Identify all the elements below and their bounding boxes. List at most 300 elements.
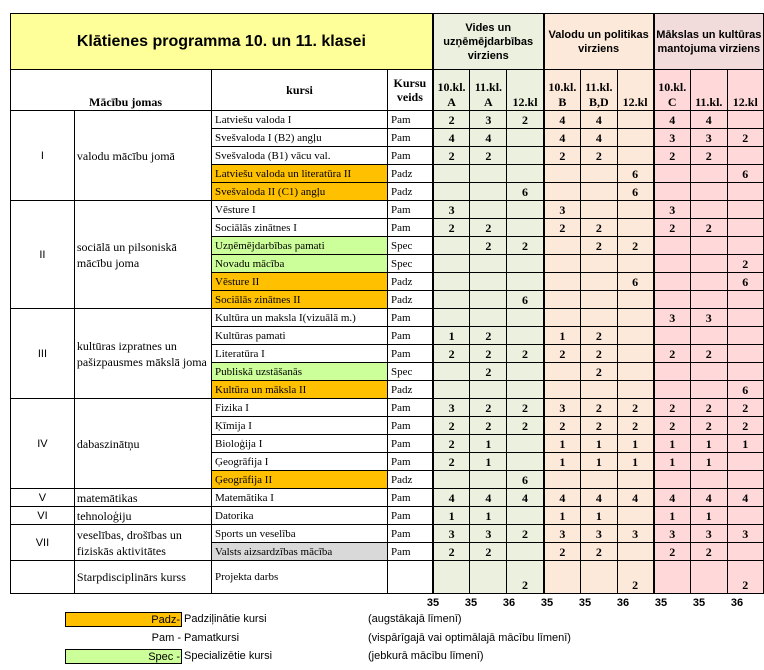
hours-cell bbox=[507, 435, 544, 453]
hours-cell: 2 bbox=[581, 327, 618, 345]
hours-cell: 1 bbox=[470, 507, 507, 525]
course-name: Ģeogrāfija II bbox=[212, 471, 388, 489]
hours-cell: 1 bbox=[690, 435, 727, 453]
legend-key: Pam - bbox=[65, 631, 182, 646]
hours-cell: 2 bbox=[470, 237, 507, 255]
hours-cell bbox=[544, 561, 581, 594]
course-type bbox=[388, 561, 433, 594]
hours-cell bbox=[470, 561, 507, 594]
hours-cell: 2 bbox=[433, 435, 470, 453]
hours-cell bbox=[727, 183, 763, 201]
hours-cell: 6 bbox=[727, 165, 763, 183]
hours-cell: 2 bbox=[581, 363, 618, 381]
hours-cell bbox=[690, 201, 727, 219]
area-name: matemātikas bbox=[74, 489, 211, 507]
column-header: 11.kl. bbox=[690, 70, 727, 111]
hours-cell: 4 bbox=[544, 111, 581, 129]
course-type: Pam bbox=[388, 111, 433, 129]
hours-cell: 1 bbox=[470, 453, 507, 471]
course-type: Pam bbox=[388, 417, 433, 435]
area-name: sociālā un pilsoniskā mācību joma bbox=[74, 201, 211, 309]
hours-cell bbox=[544, 255, 581, 273]
table-row bbox=[11, 507, 764, 525]
course-name: Bioloģija I bbox=[212, 435, 388, 453]
hours-cell: 2 bbox=[581, 237, 618, 255]
hours-cell: 2 bbox=[470, 147, 507, 165]
hours-cell bbox=[433, 255, 470, 273]
course-name: Latviešu valoda I bbox=[212, 111, 388, 129]
hours-cell bbox=[727, 237, 763, 255]
hours-cell: 4 bbox=[544, 489, 581, 507]
course-name: Fizika I bbox=[212, 399, 388, 417]
hours-cell bbox=[727, 327, 763, 345]
hours-cell bbox=[544, 165, 581, 183]
hours-cell bbox=[617, 363, 653, 381]
hours-cell bbox=[544, 237, 581, 255]
course-type: Pam bbox=[388, 147, 433, 165]
hours-cell: 2 bbox=[507, 237, 544, 255]
course-type: Spec bbox=[388, 237, 433, 255]
hours-cell bbox=[727, 309, 763, 327]
hours-cell bbox=[727, 219, 763, 237]
hours-cell: 3 bbox=[654, 525, 691, 543]
column-header: 11.kl. B,D bbox=[581, 70, 618, 111]
hours-cell: 2 bbox=[690, 219, 727, 237]
course-type: Pam bbox=[388, 129, 433, 147]
hours-cell: 4 bbox=[470, 489, 507, 507]
hours-cell bbox=[617, 381, 653, 399]
direction-header: Mākslas un kultūras mantojuma virziens bbox=[654, 14, 764, 70]
hours-cell bbox=[727, 291, 763, 309]
hours-cell bbox=[470, 255, 507, 273]
legend-label: Padziļinātie kursi bbox=[184, 613, 267, 625]
hours-cell bbox=[581, 309, 618, 327]
hours-cell: 2 bbox=[617, 399, 653, 417]
area-name: Starpdisciplinārs kurss bbox=[74, 561, 211, 594]
hours-cell: 3 bbox=[617, 525, 653, 543]
hours-cell bbox=[433, 471, 470, 489]
area-number bbox=[11, 561, 75, 594]
hours-cell bbox=[690, 561, 727, 594]
hours-cell bbox=[470, 381, 507, 399]
hours-cell: 2 bbox=[544, 345, 581, 363]
course-name: Novadu mācība bbox=[212, 255, 388, 273]
hours-cell: 1 bbox=[654, 507, 691, 525]
hours-cell bbox=[433, 363, 470, 381]
legend-description: (augstākajā līmenī) bbox=[368, 613, 462, 625]
course-type: Padz bbox=[388, 291, 433, 309]
hours-cell: 6 bbox=[507, 471, 544, 489]
hours-cell: 2 bbox=[433, 417, 470, 435]
hours-cell bbox=[654, 165, 691, 183]
hours-cell bbox=[544, 273, 581, 291]
area-header: Mācību jomas bbox=[11, 70, 212, 111]
hours-cell bbox=[690, 471, 727, 489]
course-type: Pam bbox=[388, 309, 433, 327]
hours-cell: 2 bbox=[581, 219, 618, 237]
hours-cell: 2 bbox=[433, 543, 470, 561]
hours-cell bbox=[507, 363, 544, 381]
hours-cell: 4 bbox=[690, 489, 727, 507]
hours-cell: 3 bbox=[654, 129, 691, 147]
course-type: Pam bbox=[388, 453, 433, 471]
hours-cell: 1 bbox=[544, 507, 581, 525]
course-type: Pam bbox=[388, 525, 433, 543]
table-row bbox=[11, 111, 764, 129]
hours-cell bbox=[654, 183, 691, 201]
hours-cell bbox=[727, 201, 763, 219]
total-hours: 35 bbox=[464, 597, 478, 609]
column-header: 10.kl. C bbox=[654, 70, 691, 111]
hours-cell: 2 bbox=[433, 453, 470, 471]
table-row bbox=[11, 309, 764, 327]
hours-cell: 4 bbox=[654, 489, 691, 507]
hours-cell bbox=[690, 327, 727, 345]
hours-cell bbox=[507, 129, 544, 147]
table-row bbox=[11, 201, 764, 219]
course-type: Padz bbox=[388, 183, 433, 201]
column-header: 12.kl bbox=[727, 70, 763, 111]
hours-cell bbox=[654, 255, 691, 273]
total-hours: 35 bbox=[654, 597, 668, 609]
hours-cell bbox=[433, 165, 470, 183]
hours-cell: 3 bbox=[654, 201, 691, 219]
course-name: Sociālās zinātnes II bbox=[212, 291, 388, 309]
hours-cell: 3 bbox=[544, 525, 581, 543]
hours-cell bbox=[617, 345, 653, 363]
hours-cell bbox=[617, 111, 653, 129]
area-number: VI bbox=[11, 507, 75, 525]
hours-cell: 2 bbox=[654, 543, 691, 561]
hours-cell: 2 bbox=[507, 399, 544, 417]
hours-cell: 1 bbox=[654, 435, 691, 453]
hours-cell bbox=[617, 147, 653, 165]
hours-cell: 2 bbox=[617, 417, 653, 435]
hours-cell: 4 bbox=[654, 111, 691, 129]
hours-cell: 2 bbox=[727, 129, 763, 147]
hours-cell: 3 bbox=[581, 525, 618, 543]
legend-label: Pamatkursi bbox=[184, 632, 240, 644]
hours-cell bbox=[507, 327, 544, 345]
hours-cell bbox=[581, 255, 618, 273]
hours-cell: 4 bbox=[507, 489, 544, 507]
hours-cell bbox=[470, 309, 507, 327]
legend-key: Padz- bbox=[65, 612, 182, 627]
hours-cell bbox=[690, 273, 727, 291]
course-name: Sociālās zinātnes I bbox=[212, 219, 388, 237]
course-name: Kultūra un maksla I(vizuālā m.) bbox=[212, 309, 388, 327]
hours-cell: 1 bbox=[581, 435, 618, 453]
hours-cell bbox=[544, 471, 581, 489]
hours-cell: 1 bbox=[654, 453, 691, 471]
hours-cell: 2 bbox=[581, 543, 618, 561]
hours-cell: 3 bbox=[544, 201, 581, 219]
hours-cell bbox=[470, 165, 507, 183]
hours-cell bbox=[433, 381, 470, 399]
hours-cell bbox=[617, 543, 653, 561]
hours-cell: 4 bbox=[433, 489, 470, 507]
hours-cell: 3 bbox=[470, 525, 507, 543]
hours-cell bbox=[617, 327, 653, 345]
column-header: 10.kl. A bbox=[433, 70, 470, 111]
curriculum-table bbox=[10, 13, 764, 594]
table-row bbox=[11, 489, 764, 507]
hours-cell bbox=[433, 273, 470, 291]
hours-cell bbox=[690, 237, 727, 255]
course-name: Svešvaloda II (C1) angļu bbox=[212, 183, 388, 201]
hours-cell bbox=[654, 381, 691, 399]
hours-cell bbox=[690, 183, 727, 201]
course-name: Ķīmija I bbox=[212, 417, 388, 435]
hours-cell bbox=[581, 291, 618, 309]
hours-cell bbox=[544, 183, 581, 201]
course-name: Svešvaloda (B1) vācu val. bbox=[212, 147, 388, 165]
hours-cell: 2 bbox=[654, 417, 691, 435]
legend-description: (vispārīgajā vai optimālajā mācību līmenī) bbox=[368, 632, 571, 644]
page-title: Klātienes programma 10. un 11. klasei bbox=[11, 14, 433, 70]
course-name: Ģeogrāfija I bbox=[212, 453, 388, 471]
column-header: 10.kl. B bbox=[544, 70, 581, 111]
hours-cell: 2 bbox=[433, 219, 470, 237]
hours-cell bbox=[507, 255, 544, 273]
area-number: VII bbox=[11, 525, 75, 561]
total-hours: 35 bbox=[426, 597, 440, 609]
area-number: I bbox=[11, 111, 75, 201]
hours-cell bbox=[544, 309, 581, 327]
area-name: veselības, drošības un fiziskās aktivitātes bbox=[74, 525, 211, 561]
total-hours: 36 bbox=[730, 597, 744, 609]
hours-cell: 1 bbox=[581, 453, 618, 471]
hours-cell bbox=[727, 507, 763, 525]
hours-cell: 2 bbox=[581, 399, 618, 417]
hours-cell: 6 bbox=[617, 273, 653, 291]
hours-cell: 2 bbox=[654, 147, 691, 165]
hours-cell bbox=[617, 129, 653, 147]
hours-cell: 1 bbox=[544, 453, 581, 471]
hours-cell: 4 bbox=[690, 111, 727, 129]
hours-cell bbox=[507, 201, 544, 219]
hours-cell: 2 bbox=[470, 219, 507, 237]
hours-cell: 3 bbox=[470, 111, 507, 129]
hours-cell: 2 bbox=[690, 147, 727, 165]
hours-cell bbox=[470, 183, 507, 201]
hours-cell: 2 bbox=[507, 345, 544, 363]
course-type: Spec bbox=[388, 255, 433, 273]
hours-cell bbox=[581, 273, 618, 291]
course-name: Literatūra I bbox=[212, 345, 388, 363]
course-name: Kultūra un māksla II bbox=[212, 381, 388, 399]
course-type: Padz bbox=[388, 165, 433, 183]
hours-cell: 2 bbox=[544, 147, 581, 165]
hours-cell bbox=[690, 381, 727, 399]
course-name: Svešvaloda I (B2) angļu bbox=[212, 129, 388, 147]
course-type: Spec bbox=[388, 363, 433, 381]
hours-cell: 2 bbox=[617, 561, 653, 594]
hours-cell: 2 bbox=[470, 327, 507, 345]
hours-cell: 2 bbox=[654, 219, 691, 237]
hours-cell: 1 bbox=[433, 507, 470, 525]
course-type: Pam bbox=[388, 543, 433, 561]
hours-cell: 3 bbox=[690, 129, 727, 147]
hours-cell bbox=[617, 507, 653, 525]
hours-cell bbox=[727, 471, 763, 489]
hours-cell: 2 bbox=[433, 147, 470, 165]
hours-cell: 6 bbox=[507, 183, 544, 201]
course-name: Kultūras pamati bbox=[212, 327, 388, 345]
hours-cell: 2 bbox=[544, 543, 581, 561]
hours-cell: 3 bbox=[433, 525, 470, 543]
hours-cell bbox=[727, 345, 763, 363]
hours-cell: 2 bbox=[433, 111, 470, 129]
hours-cell: 2 bbox=[507, 417, 544, 435]
hours-cell: 2 bbox=[727, 255, 763, 273]
course-type: Pam bbox=[388, 489, 433, 507]
area-name: tehnoloģiju bbox=[74, 507, 211, 525]
hours-cell bbox=[727, 147, 763, 165]
course-name: Sports un veselība bbox=[212, 525, 388, 543]
hours-cell: 6 bbox=[617, 183, 653, 201]
hours-cell bbox=[581, 471, 618, 489]
hours-cell bbox=[617, 201, 653, 219]
legend-key: Spec - bbox=[65, 649, 182, 664]
hours-cell bbox=[690, 255, 727, 273]
direction-header: Valodu un politikas virziens bbox=[544, 14, 654, 70]
hours-cell: 1 bbox=[690, 453, 727, 471]
hours-cell bbox=[507, 165, 544, 183]
hours-cell bbox=[470, 291, 507, 309]
hours-cell: 6 bbox=[727, 273, 763, 291]
hours-cell: 2 bbox=[507, 525, 544, 543]
hours-cell: 1 bbox=[581, 507, 618, 525]
course-type: Padz bbox=[388, 273, 433, 291]
hours-cell: 1 bbox=[544, 327, 581, 345]
area-number: V bbox=[11, 489, 75, 507]
hours-cell: 2 bbox=[507, 111, 544, 129]
total-hours: 35 bbox=[692, 597, 706, 609]
course-type: Pam bbox=[388, 435, 433, 453]
hours-cell: 2 bbox=[544, 417, 581, 435]
course-type: Pam bbox=[388, 399, 433, 417]
direction-header: Vides un uzņēmējdarbības virziens bbox=[433, 14, 544, 70]
hours-cell: 2 bbox=[470, 363, 507, 381]
hours-cell: 1 bbox=[617, 453, 653, 471]
course-type: Padz bbox=[388, 381, 433, 399]
hours-cell: 2 bbox=[581, 417, 618, 435]
hours-cell bbox=[727, 543, 763, 561]
hours-cell: 3 bbox=[690, 309, 727, 327]
area-name: valodu mācību jomā bbox=[74, 111, 211, 201]
total-hours: 35 bbox=[578, 597, 592, 609]
hours-cell bbox=[433, 237, 470, 255]
hours-cell: 4 bbox=[581, 129, 618, 147]
column-header: 11.kl. A bbox=[470, 70, 507, 111]
hours-cell bbox=[654, 273, 691, 291]
hours-cell: 1 bbox=[433, 327, 470, 345]
hours-cell bbox=[470, 201, 507, 219]
course-name: Publiskā uzstāšanās bbox=[212, 363, 388, 381]
hours-cell: 2 bbox=[581, 345, 618, 363]
hours-cell: 2 bbox=[470, 417, 507, 435]
hours-cell bbox=[617, 309, 653, 327]
hours-cell bbox=[581, 183, 618, 201]
hours-cell bbox=[433, 291, 470, 309]
legend-description: (jebkurā mācību līmenī) bbox=[368, 650, 484, 662]
hours-cell: 4 bbox=[544, 129, 581, 147]
hours-cell bbox=[581, 165, 618, 183]
course-name: Vēsture II bbox=[212, 273, 388, 291]
hours-cell bbox=[654, 363, 691, 381]
hours-cell: 2 bbox=[617, 237, 653, 255]
course-name: Latviešu valoda un literatūra II bbox=[212, 165, 388, 183]
hours-cell bbox=[617, 255, 653, 273]
hours-cell bbox=[654, 237, 691, 255]
hours-cell bbox=[433, 183, 470, 201]
course-type: Pam bbox=[388, 507, 433, 525]
course-type: Pam bbox=[388, 345, 433, 363]
hours-cell bbox=[507, 147, 544, 165]
hours-cell bbox=[507, 507, 544, 525]
hours-cell bbox=[617, 471, 653, 489]
hours-cell bbox=[654, 291, 691, 309]
hours-cell bbox=[727, 363, 763, 381]
hours-cell: 3 bbox=[433, 201, 470, 219]
course-name: Uzņēmējdarbības pamati bbox=[212, 237, 388, 255]
hours-cell bbox=[470, 471, 507, 489]
hours-cell: 2 bbox=[690, 345, 727, 363]
hours-cell: 6 bbox=[617, 165, 653, 183]
hours-cell bbox=[433, 309, 470, 327]
hours-cell: 2 bbox=[654, 399, 691, 417]
hours-cell bbox=[544, 291, 581, 309]
course-type: Padz bbox=[388, 471, 433, 489]
table-row bbox=[11, 399, 764, 417]
hours-cell: 1 bbox=[690, 507, 727, 525]
hours-cell bbox=[654, 327, 691, 345]
hours-cell: 1 bbox=[470, 435, 507, 453]
hours-cell bbox=[507, 219, 544, 237]
courses-header: kursi bbox=[212, 70, 388, 111]
hours-cell: 1 bbox=[727, 435, 763, 453]
hours-cell: 2 bbox=[690, 543, 727, 561]
hours-cell bbox=[690, 291, 727, 309]
course-name: Datorika bbox=[212, 507, 388, 525]
course-type: Pam bbox=[388, 327, 433, 345]
area-number: IV bbox=[11, 399, 75, 489]
hours-cell: 2 bbox=[507, 561, 544, 594]
course-name: Vēsture I bbox=[212, 201, 388, 219]
hours-cell: 3 bbox=[433, 399, 470, 417]
hours-cell bbox=[654, 561, 691, 594]
hours-cell: 4 bbox=[617, 489, 653, 507]
column-header: 12.kl bbox=[617, 70, 653, 111]
course-name: Valsts aizsardzības mācība bbox=[212, 543, 388, 561]
hours-cell: 3 bbox=[727, 525, 763, 543]
hours-cell bbox=[507, 543, 544, 561]
hours-cell: 2 bbox=[470, 345, 507, 363]
hours-cell: 2 bbox=[727, 561, 763, 594]
hours-cell: 6 bbox=[727, 381, 763, 399]
area-name: kultūras izpratnes un pašizpausmes mākslā joma bbox=[74, 309, 211, 399]
hours-cell: 2 bbox=[544, 219, 581, 237]
hours-cell bbox=[433, 561, 470, 594]
hours-cell: 4 bbox=[470, 129, 507, 147]
hours-cell: 2 bbox=[581, 147, 618, 165]
hours-cell: 1 bbox=[617, 435, 653, 453]
hours-cell bbox=[544, 363, 581, 381]
total-hours: 36 bbox=[616, 597, 630, 609]
hours-cell: 6 bbox=[507, 291, 544, 309]
total-hours: 36 bbox=[502, 597, 516, 609]
